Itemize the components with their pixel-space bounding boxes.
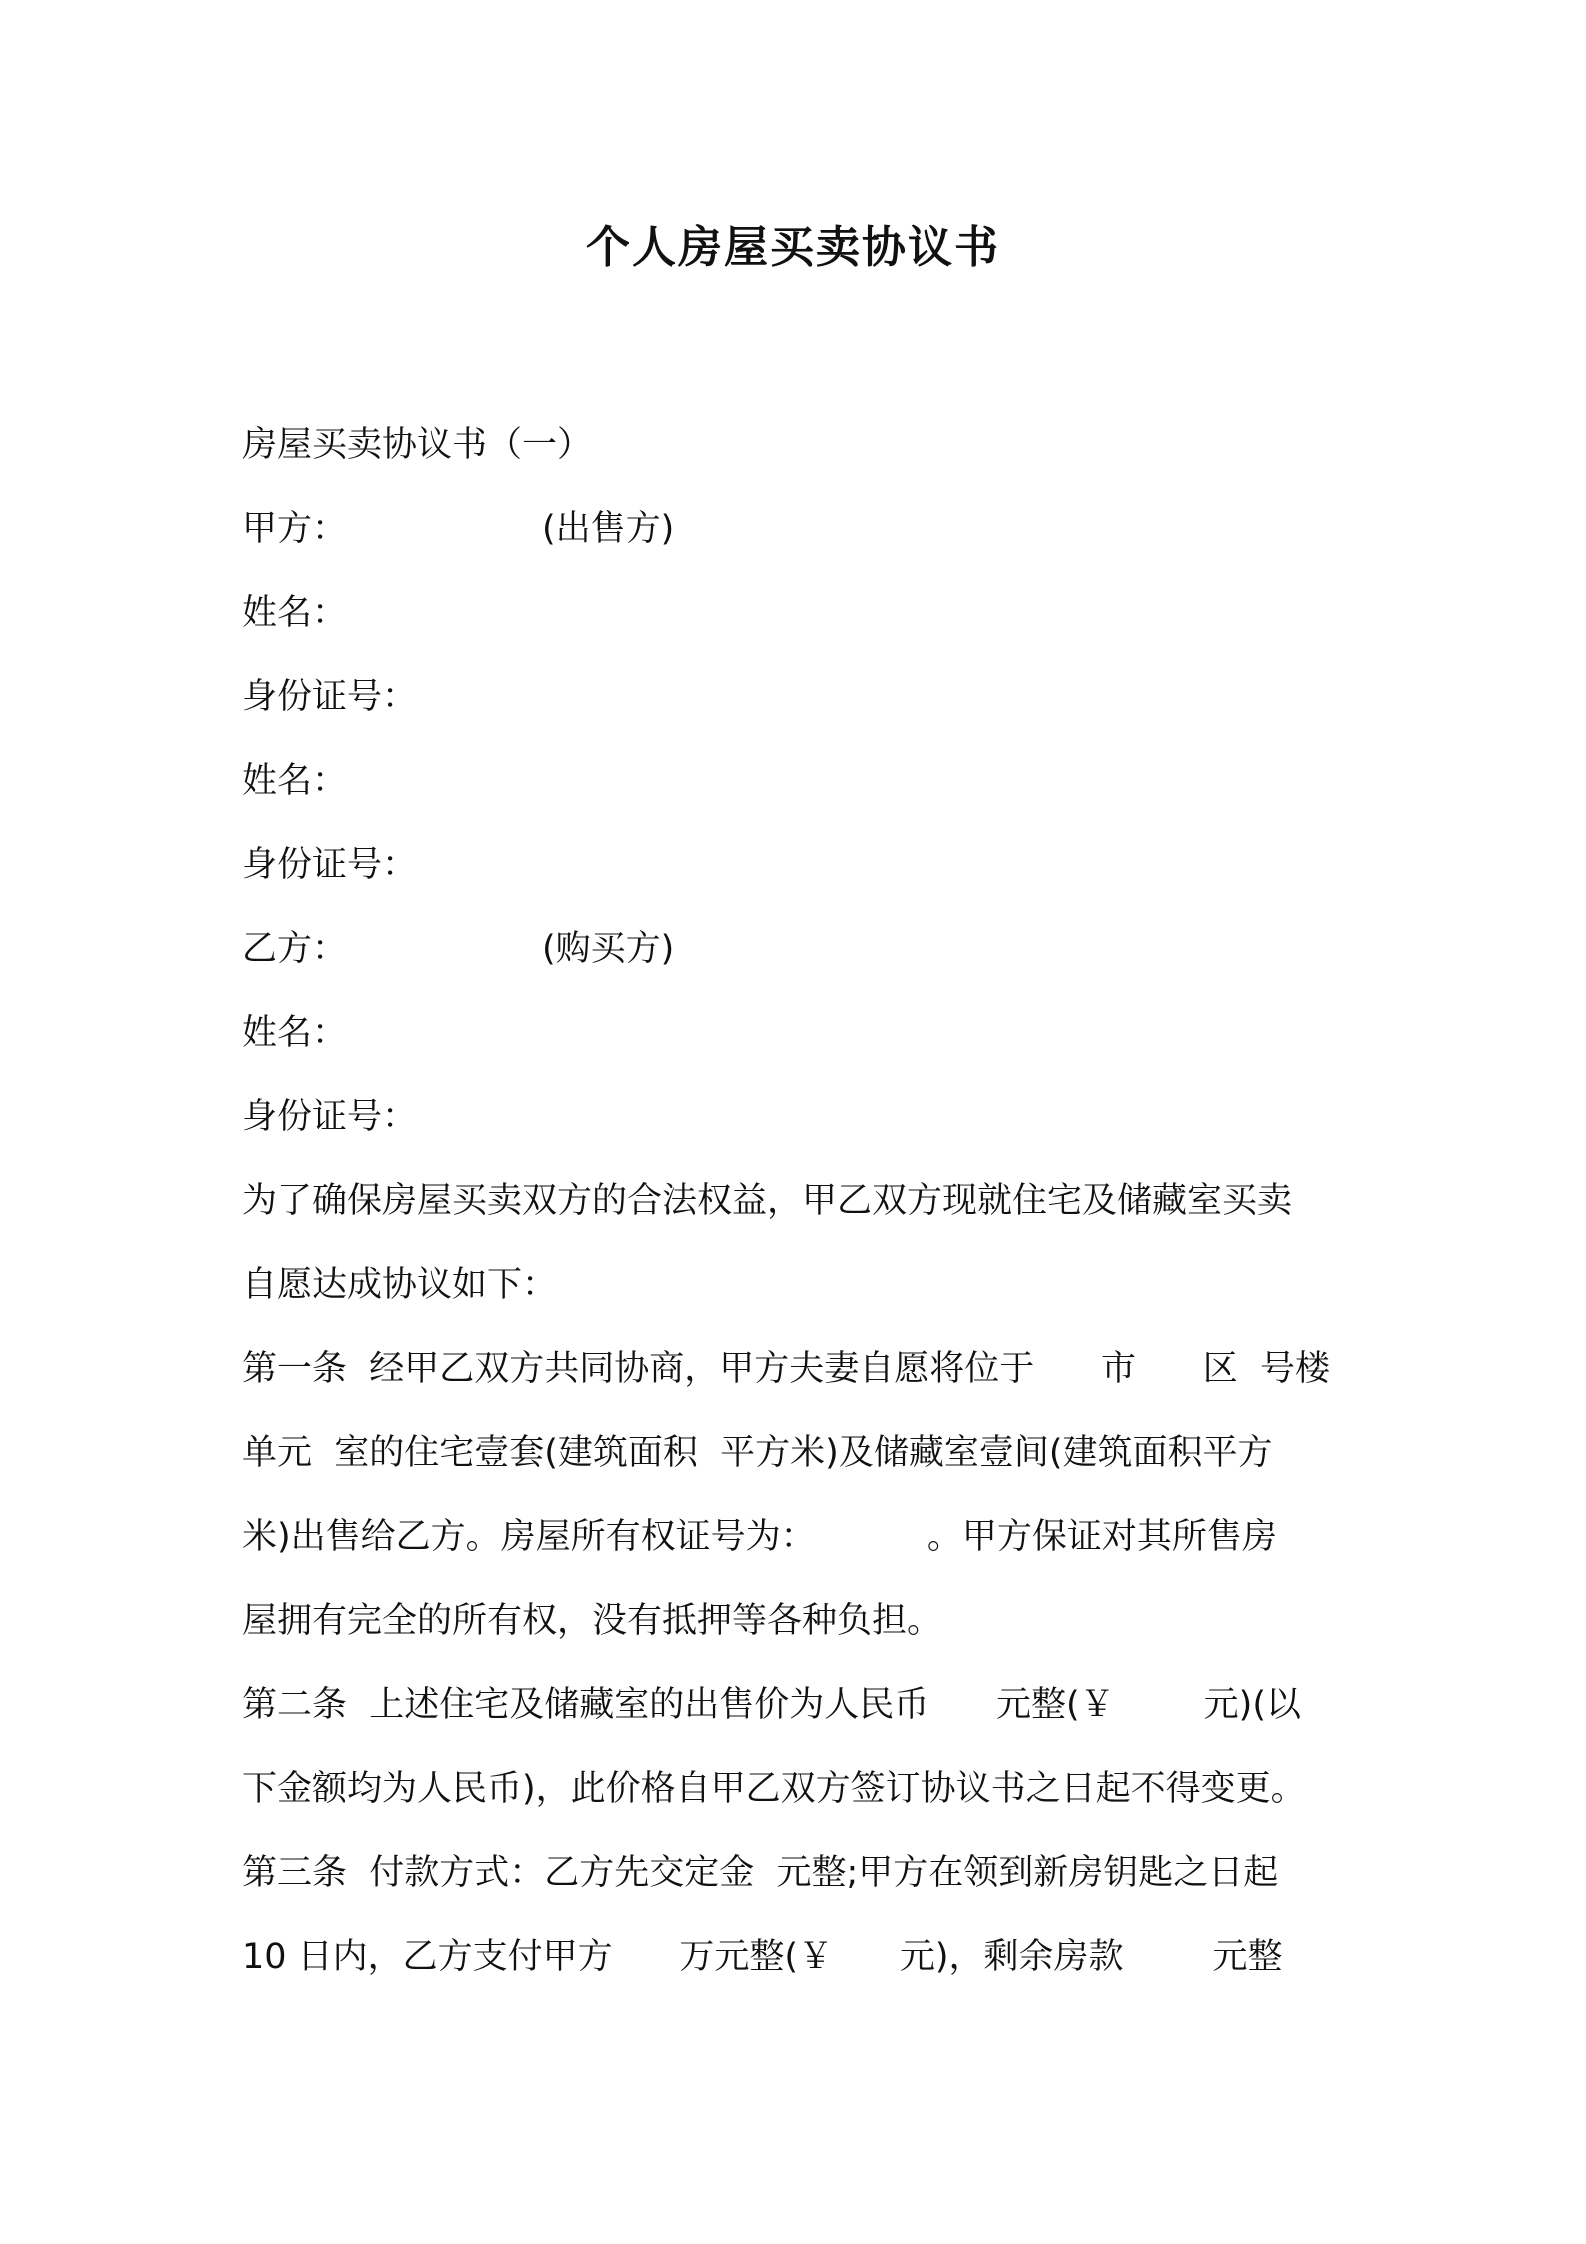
article-3-line-2: 10 日内，乙方支付甲方 万元整(￥ 元)，剩余房款 元整: [242, 1937, 1283, 1977]
article-3-line-1: 第三条 付款方式：乙方先交定金 元整;甲方在领到新房钥匙之日起: [242, 1853, 1279, 1893]
party-a-id-label-1: 身份证号：: [242, 677, 418, 717]
document-title: 个人房屋买卖协议书: [586, 222, 1000, 273]
party-a-role: (出售方): [542, 509, 675, 549]
preamble-line-2: 自愿达成协议如下：: [242, 1265, 558, 1305]
party-a-id-label-2: 身份证号：: [242, 845, 418, 885]
article-1-line-3: 米)出售给乙方。房屋所有权证号为： 。甲方保证对其所售房: [242, 1517, 1277, 1557]
article-1-line-4: 屋拥有完全的所有权，没有抵押等各种负担。: [242, 1601, 943, 1641]
article-2-line-1: 第二条 上述住宅及储藏室的出售价为人民币 元整(￥ 元)(以: [242, 1685, 1301, 1725]
party-a-line: [242, 487, 1354, 571]
party-b-line: [242, 907, 1354, 991]
article-1-line-2: 单元 室的住宅壹套(建筑面积 平方米)及储藏室壹间(建筑面积平方: [242, 1433, 1273, 1473]
document-body: [242, 403, 1354, 1999]
party-b-label: 乙方：: [242, 929, 348, 969]
article-2-line-2: 下金额均为人民币)，此价格自甲乙双方签订协议书之日起不得变更。: [242, 1769, 1306, 1809]
party-a-name-label-1: 姓名：: [242, 593, 348, 633]
party-a-label: 甲方：: [242, 509, 348, 549]
party-b-name-label: 姓名：: [242, 1013, 348, 1053]
party-b-role: (购买方): [542, 929, 675, 969]
agreement-subtitle: 房屋买卖协议书（一）: [242, 425, 593, 465]
preamble-line-1: 为了确保房屋买卖双方的合法权益，甲乙双方现就住宅及储藏室买卖: [242, 1181, 1293, 1221]
article-1-line-1: 第一条 经甲乙双方共同协商，甲方夫妻自愿将位于 市 区 号楼: [242, 1349, 1331, 1389]
party-a-name-label-2: 姓名：: [242, 761, 348, 801]
party-b-id-label: 身份证号：: [242, 1097, 418, 1137]
